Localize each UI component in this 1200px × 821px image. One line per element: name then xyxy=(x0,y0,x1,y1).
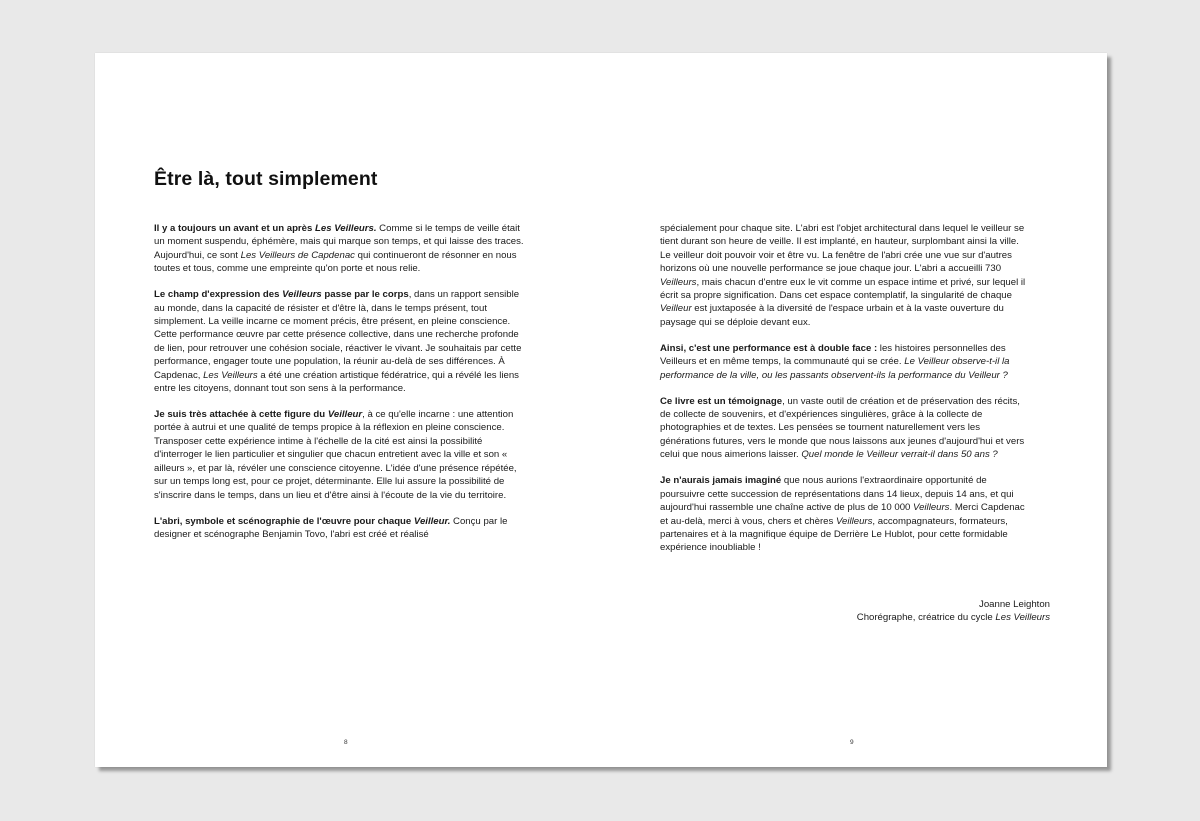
paragraph-testimony xyxy=(660,395,1032,462)
body-text: , mais chacun d'entre eux le vit comme un espace intime et privé, sur lequel il écrit sa propre signification. Dans cet espace contemplatif, la singularité de chaque xyxy=(660,276,1026,302)
lead-text: L'abri, symbole et scénographie de l'œuvre pour chaque xyxy=(154,515,414,527)
paragraph-shelter xyxy=(154,515,526,542)
body-text: a été une création artistique fédératrice, qui a révélé les liens entre les citoyens, donnant tout son sens à la performance. xyxy=(154,369,519,395)
paragraph-thanks xyxy=(660,474,1032,554)
book-spread xyxy=(95,53,1107,767)
author-name: Joanne Leighton xyxy=(979,599,1050,610)
body-emphasis: Les Veilleurs xyxy=(203,369,258,381)
body-emphasis: Quel monde le Veilleur verrait-il dans 50 ans ? xyxy=(801,449,998,461)
page-title: Être là, tout simplement xyxy=(154,168,378,190)
lead-emphasis: Les Veilleurs. xyxy=(315,223,377,234)
page-number-right: 9 xyxy=(850,739,854,746)
body-text: Comme si le temps de veille était un moment suspendu, éphémère, mais qui marque son temps, et qui laisse des traces. Aujourd'hui, ce sont xyxy=(154,223,524,261)
body-emphasis: Le Veilleur observe-t-il la performance de la ville, ou les passants observent-ils la performance du Veilleur ? xyxy=(660,356,1010,381)
body-emphasis: Veilleurs xyxy=(835,515,873,527)
body-text: spécialement pour chaque site. L'abri est l'objet architectural dans lequel le veilleur se tient durant son heure de veille. Il est implanté, en hauteur, surplombant ainsi la ville. Le veilleur doit pouvoir voir et être vu. La fenêtre de l'abri crée une vue sur d'autres horizons où une nouvelle performance se joue chaque jour. L'abri a accueilli 730 xyxy=(660,223,1025,275)
body-emphasis: Veilleurs xyxy=(913,502,950,514)
body-emphasis: Les Veilleurs de Capdenac xyxy=(240,249,355,261)
body-text: que nous aurions l'extraordinaire opportunité de poursuivre cette succession de représentations dans 14 lieux, depuis 14 ans, et qui aujourd'hui rassemble une chaîne active de plus de 10 000 xyxy=(660,475,1014,514)
body-text: , un vaste outil de création et de préservation des récits, de collecte de souvenirs, et d'expériences singulières, grâce à la collecte de photographies et de textes. Les pensées se tournent naturellement vers les générations futures, vers le monde que nous laissons aux jeunes d'aujourd'hui et vers celui que nous aimerions laisser. xyxy=(660,395,1025,461)
paragraph-intro xyxy=(154,222,526,276)
author-role-text: Chorégraphe, créatrice du cycle xyxy=(856,612,996,624)
lead-text: Ce livre est un témoignage xyxy=(660,395,783,407)
lead-emphasis: Veilleur. xyxy=(413,515,451,527)
lead-text: Il y a toujours un avant et un après xyxy=(154,223,315,234)
body-text: , à ce qu'elle incarne : une attention portée à autrui et une qualité de temps propice à la réflexion en pleine conscience. Transposer cette expérience intime à l'échelle de la cité est ainsi la possibilité d'interroger le lien particulier et singulier que chacun entretient avec la ville et son « ailleurs », et par là, révéler une conscience citoyenne. L'idée d'une présence répétée, sur un temps long est, pour ce projet, déterminante. Elle lui assure la possibilité de s'inscrire dans le temps, dans un lieu et d'être ainsi à l'écoute de la vie du territoire. xyxy=(154,409,517,501)
page-number-left: 8 xyxy=(344,739,348,746)
paragraph-expression xyxy=(154,288,526,395)
lead-emphasis: Veilleurs xyxy=(282,289,322,301)
lead-emphasis: Veilleur xyxy=(327,409,363,421)
author-role-emphasis: Les Veilleurs xyxy=(995,612,1050,624)
lead-text: Le champ d'expression des xyxy=(154,289,283,301)
lead-text: Je n'aurais jamais imaginé xyxy=(660,475,782,487)
lead-text: Ainsi, c'est une performance est à double face : xyxy=(660,342,878,354)
paragraph-figure xyxy=(154,408,526,502)
body-text: , accompagnateurs, formateurs, partenaires et à la magnifique équipe de Derrière Le Hublot, pour cette formidable expérience inoubliable ! xyxy=(660,515,1008,554)
left-page-text xyxy=(154,222,526,554)
body-text: Conçu par le designer et scénographe Benjamin Tovo, l'abri est créé et réalisé xyxy=(154,515,508,540)
body-text: . Merci Capdenac et au-delà, merci à vous, chers et chères xyxy=(660,502,1025,527)
body-text: les histoires personnelles des Veilleurs et en même temps, la communauté qui se crée. xyxy=(660,342,1006,368)
body-text: , dans un rapport sensible au monde, dans la capacité de résister et d'être là, dans le temps présent, tout simplement. La veille incarne ce moment précis, être présent, en pleine conscience. Cette performance œuvre par cette présence collective, dans une recherche profonde de lien, pour retrouver une cohésion sociale, réactiver le vivant. Je souhaitais par cette performance, engager toute une population, la réunir au-delà de ses différences. À Capdenac, xyxy=(154,289,522,381)
right-page-text xyxy=(660,222,1032,567)
paragraph-double-face xyxy=(660,342,1032,382)
body-emphasis: Veilleur xyxy=(660,303,692,315)
lead-text: Je suis très attachée à cette figure du xyxy=(154,409,328,421)
body-text: est juxtaposée à la diversité de l'espace urbain et à la vaste ouverture du paysage qui se déploie devant eux. xyxy=(660,303,1004,328)
author-signature xyxy=(660,598,1050,625)
lead-text: passe par le corps xyxy=(321,289,409,301)
author-role xyxy=(660,611,1050,624)
body-text: qui continueront de résonner en nous toutes et tous, comme une empreinte qu'on porte et nous relie. xyxy=(154,249,517,275)
body-emphasis: Veilleurs xyxy=(660,276,697,288)
paragraph-shelter-continued xyxy=(660,222,1032,329)
